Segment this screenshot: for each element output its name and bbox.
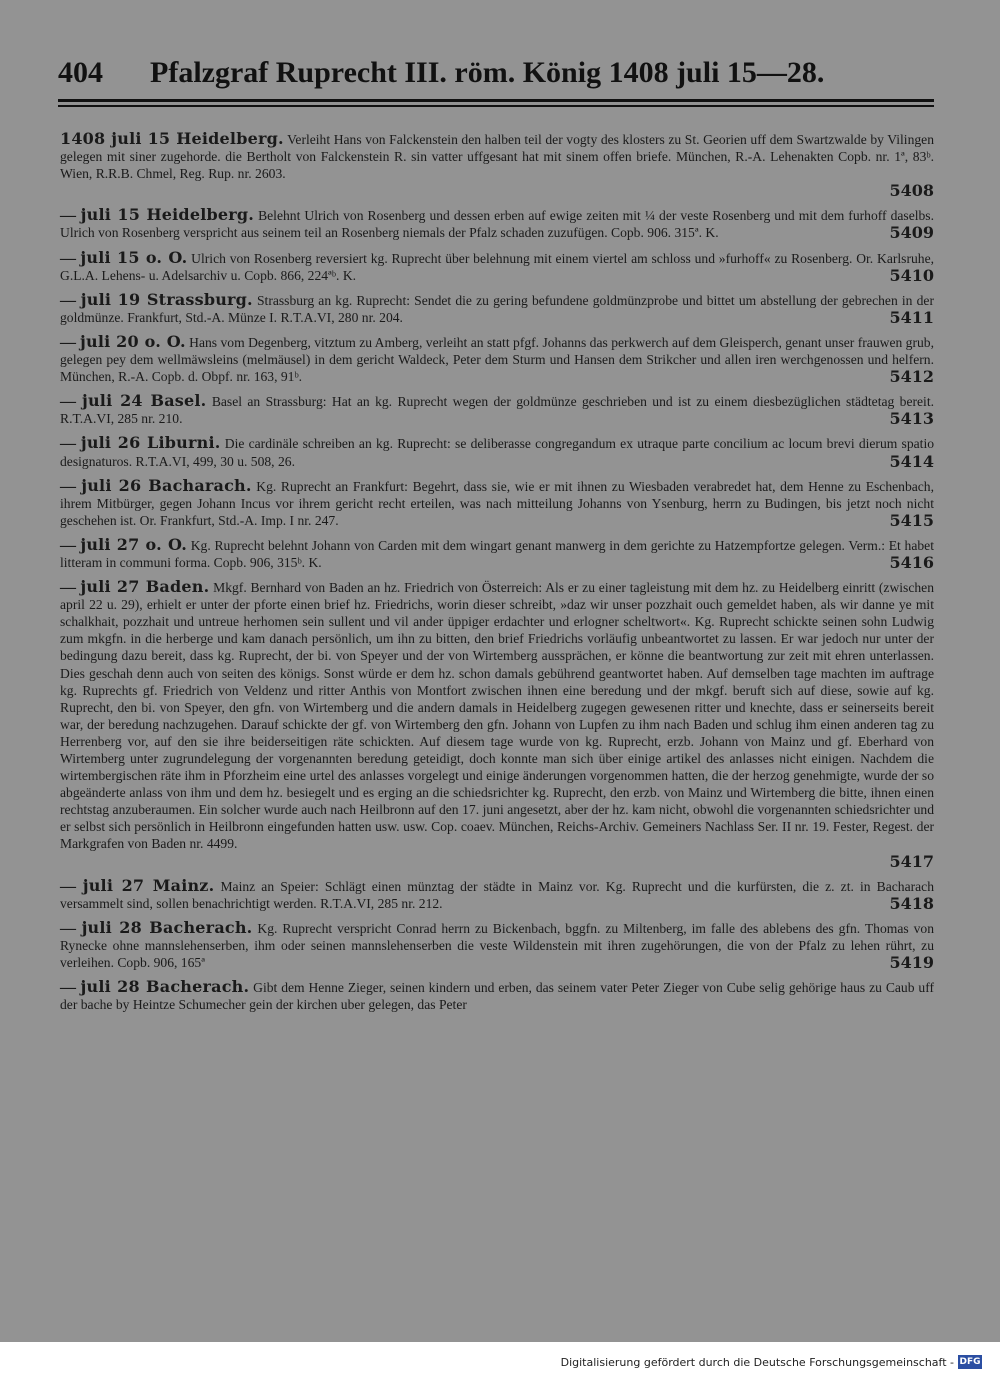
entry-date-place: juli 19 Strassburg. [80,289,253,309]
dfg-logo-icon: DFG [959,1357,981,1367]
regest-entry [60,333,934,385]
entry-date-place: juli 26 Bacharach. [81,475,252,495]
entry-text: Kg. Ruprecht verspricht Conrad herrn zu Bickenbach, bggfn. zu Miltenberg, im falle des ablebens des gfn. Thomas von Rynecke ohne mannslehenserben, ihm oder seinen mannslehenserben die veste Wildenstein mit ihren zugehörungen, die von der Pfalz zu lehen rührt, zu verleihen. Copb. 906, 165ª [60,920,935,971]
entry-number: 5416 [889,552,934,572]
page-header [58,56,934,96]
regest-entry [60,536,934,571]
entry-dash: — [60,919,82,937]
entry-dash: — [60,333,81,351]
entry-number: 5408 [889,181,934,201]
entry-date-place: juli 27 Mainz. [82,875,215,895]
entry-text: Kg. Ruprecht an Frankfurt: Begehrt, dass sie, wie er mit ihnen zu Wiesbaden verabredet hat, dem Henne zu Eschenbach, ihrem Mitbürger, gegen Johann Incus vor ihrem gericht recht erteilen, was nach mitteilung Johanns von Ysenburg, herrn zu Budingen, bis jetzt noch nicht geschehen ist. Or. Frankfurt, Std.-A. Imp. I nr. 247. [60,478,935,528]
entry-dash: — [60,477,82,495]
entry-date-place: juli 26 Liburni. [80,433,221,453]
regest-entry [60,249,934,284]
entry-date-place: juli 27 Baden. [80,577,210,597]
regest-entry [60,392,934,427]
regest-entry [60,291,934,326]
footer-funding-text: Digitalisierung gefördert durch die Deutsche Forschungsgemeinschaft - [560,1356,954,1369]
entry-number: 5417 [889,851,934,871]
regest-entry [60,206,934,241]
entry-text: Kg. Ruprecht belehnt Johann von Carden mit dem wingart genant manwerg in dem gerichte zu Hatzempfortze gelegen. Verm.: Et habet litteram in communi forma. Copb. 906, 315ᵇ. K. [60,537,934,570]
entry-text: Ulrich von Rosenberg reversiert kg. Ruprecht über belehnung mit einem viertel am schloss und »furhoff« zu Rosenberg. Or. Karlsruhe, G.L.A. Lehens- u. Adelsarchiv u. Copb. 866, 224ªᵇ. K. [60,250,935,283]
entry-text: Belehnt Ulrich von Rosenberg und dessen erben auf ewige zeiten mit ¼ der veste Rosenberg und mit dem furhoff daselbs. Ulrich von Rosenberg verspricht aus seinem teil an Rosenberg niemals der Pfalz schaden zuzufügen. Copb. 906. 315ª. K. [60,208,934,241]
entry-date-place: 1408 juli 15 Heidelberg. [60,129,284,148]
regest-entry [60,477,934,529]
entry-dash: — [60,579,81,597]
entry-date-place: juli 24 Basel. [81,391,207,411]
entry-dash: — [60,536,81,554]
regest-entry [60,434,934,469]
page-title: Pfalzgraf Ruprecht III. röm. König 1408 juli 15—28. [150,56,825,89]
regest-entry [60,978,934,1013]
entry-number: 5411 [889,307,934,327]
entry-date-place: juli 15 Heidelberg. [80,205,255,225]
entry-number: 5412 [889,367,934,387]
entry-text: Mainz an Speier: Schlägt einen münztag der städte in Mainz vor. Kg. Ruprecht und die kurfürsten, die z. zt. in Bacharach versammelt sind, sollen benachrichtigt werden. R.T.A.VI, 285 nr. 212. [60,878,935,911]
entry-text: Mkgf. Bernhard von Baden an hz. Friedrich von Österreich: Als er zu einer tagleistung mit dem hz. zu Heidelberg einritt (zwischen april 22 u. 29), erhielt er unter der pforte einen brief hz. Friedrichs, worin dieser schreibt, »daz wir unser pozzhait ouch gemeldet haben, als wir danne ye mit schalkhait, pozzhait und untreue herhomen sein sullent und vil ander üppiger erdachter und erlogner scheltwort«. Kg. Ruprecht schickte seinen sohn Ludwig zum mkgfn. in die herberge und kam danach persönlich, um ihn zu bitten, den brief Friedrichs vorläufig unbeantwortet zu lassen. Er war jedoch nur unter der bedingung dazu bereit, dass kg. Ruprecht, der bi. von Speyer und der von Wirtemberg aussprächen, er könne die beantwortung zur zeit mit ehren unterlassen. Dies geschah denn auch von seiten des königs. Sonst würde er dem hz. schon damals gebührend geantwortet haben. Auf demselben tage machten im auftrage kg. Ruprechts gf. Friedrich von Veldenz und ritter Anthis von Montfort zwischen ihnen eine beredung und der mkgf. beruft sich auf diese, sowie auf kg. Ruprecht, den bi. von Speyer, den gfn. von Wirtemberg und die andern damals in Heidelberg zugegen gewesenen ritter und knechte, dass er seinerseits bereit war, der beredung nachzugehen. Darauf schickte der gf. von Wirtemberg den gfn. Johann von Lupfen zu ihm nach Baden und schlug ihm einen anderen tag zu Herrenberg vor, auf den sie ihre beiderseitigen räte schickten. Auf diesem tage wurde von kg. Ruprecht, erzb. Johann von Mainz und gf. Eberhard von Wirtemberg unter zugrundelegung der vorgenannten beredung geteidigt, doch konnte man sich über einige artikel des anlasses nicht einigen. Nachdem die wirtembergischen räte ihm in Pforzheim eine urtel des anlasses vorgelegt und einige änderungen vorgenommen hatten, die der herzog genehmigte, wurde der so abgeänderte anlass von ihm und dem hz. besiegelt und es erging an die schiedsrichter kg. Ruprecht, den erzb. von Mainz und Wirtemberg die bitte, ihnen einen rechtstag anzuberaumen. Ein solcher wurde auch nach Heilbronn auf den 17. juni angesetzt, aber der hz. kam nicht, obwohl die vorgenannten schiedsrichter und er selbst sich persönlich in Heilbronn eingefunden hatten usw. usw. Cop. coaev. München, Reichs-Archiv. Gemeiners Nachlass Ser. II nr. 19. Fester, Regest. der Markgrafen von Baden nr. 4499. [60,580,935,852]
entry-dash: — [60,393,82,411]
entry-date-place: juli 28 Bacherach. [81,917,253,937]
entry-date-place: juli 20 o. O. [80,331,186,351]
entry-dash: — [60,249,81,267]
entry-number: 5413 [889,409,934,429]
entry-text: Die cardinäle schreiben an kg. Ruprecht: se deliberasse congregandum ex utraque parte concilium ac locum brevi dierum spatio designaturos. R.T.A.VI, 499, 30 u. 508, 26. [60,436,935,469]
entry-date-place: juli 28 Bacherach. [80,977,250,997]
entry-number: 5419 [889,953,934,973]
entry-number: 5418 [889,893,934,913]
entry-dash: — [60,291,81,309]
entry-dash: — [60,207,81,225]
entry-text: Gibt dem Henne Zieger, seinen kindern und erben, das seinem vater Peter Zieger von Cube selig gehörige haus zu Caub uff der bache by Heintze Schumecher gein der kirchen uber gelegen, das Peter [60,980,935,1013]
entry-number: 5414 [889,451,934,471]
entry-number: 5409 [889,223,934,243]
entry-date-place: juli 15 o. O. [80,247,188,267]
entry-text: Basel an Strassburg: Hat an kg. Ruprecht wegen der goldmünze geschrieben und ist zu einem diesbezüglichen städtetag bereit. R.T.A.VI, 285 nr. 210. [60,394,935,427]
entry-dash: — [60,877,83,895]
regest-entry [60,578,934,870]
regest-entry [60,130,934,199]
regest-entry [60,877,934,912]
header-rule-thick [58,99,934,102]
entry-text: Strassburg an kg. Ruprecht: Sendet die zu gering befundene goldmünzprobe und bittet um abstellung der gebrechen in der goldmünze. Frankfurt, Std.-A. Münze I. R.T.A.VI, 280 nr. 204. [60,292,934,325]
entry-text: Hans vom Degenberg, vitztum zu Amberg, verleiht an statt pfgf. Johanns das perkwerch auf dem Gleisperch, genant unser frauwen grub, gelegen pey dem wellmäwsleins (melmäusel) in dem gericht Waldeck, Peter dem Sturm und Hansen dem Strikcher und allen iren werchgenossen und helfern. München, R.-A. Copb. d. Obpf. nr. 163, 91ᵇ. [60,334,934,385]
footer [560,1355,990,1371]
entry-number: 5415 [889,510,934,530]
regest-entry [60,919,934,971]
entry-dash: — [60,435,81,453]
entry-number: 5410 [889,265,934,285]
regest-entries [60,130,934,1020]
header-rule-thin [58,105,934,107]
entry-date-place: juli 27 o. O. [80,534,187,554]
entry-text: Verleiht Hans von Falckenstein den halben teil der vogty des klosters zu St. Georien uff dem Swartzwalde by Vilingen gelegen mit siner zugehorde. die Bertholt von Falckenstein R. sin vatter uffgesant hat mit sinem offen briefe. München, R.-A. Lehenakten Copb. nr. 1ª, 83ᵇ. Wien, R.R.B. Chmel, Reg. Rup. nr. 2603. [60,132,935,182]
entry-dash: — [60,979,81,997]
page-number: 404 [58,56,103,89]
